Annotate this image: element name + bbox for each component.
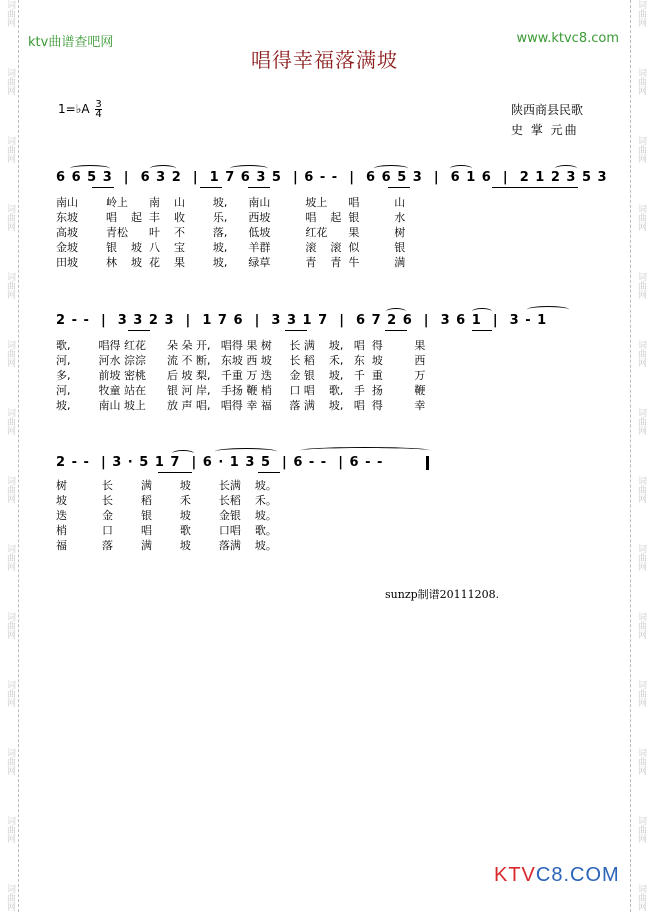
lyric-line: 河, 牧童 站在 银 河 岸, 手扬 鞭 梢 口 唱 歌, 手 扬 鞭 [56, 384, 426, 397]
tie [300, 447, 430, 454]
watermark-text: 词曲网 [5, 680, 15, 707]
underline [472, 330, 492, 331]
lyric-line: 田坡 林 坡 花 果 坡, 绿草 青 青 牛 满 [56, 256, 406, 269]
time-bottom: 4 [95, 109, 102, 120]
watermark-text: 词曲网 [636, 408, 646, 435]
lyric-line: 福 落 满 坡 落满 坡。 [56, 539, 277, 552]
lyric-line: 金坡 银 坡 八 宝 坡, 羊群 滚 滚 似 银 [56, 241, 406, 254]
slur [555, 165, 577, 172]
watermark-text: 词曲网 [636, 204, 646, 231]
watermark-text: 词曲网 [636, 544, 646, 571]
underline [158, 472, 192, 473]
watermark-text: 词曲网 [636, 476, 646, 503]
watermark-text: 词曲网 [5, 136, 15, 163]
logo-right: C8.COM [535, 864, 620, 886]
slur [527, 306, 569, 313]
notes-system-3: 2 - - | 3 · 5 1 7 | 6 · 1 3 5 | 6 - - | 6 - - [56, 455, 384, 470]
site-name-left[interactable]: ktv曲谱查吧网 [28, 35, 114, 50]
key-label: 1=♭A [58, 102, 90, 116]
slur [150, 165, 176, 172]
underline [492, 187, 578, 188]
watermark-text: 词曲网 [636, 0, 646, 27]
underline [285, 330, 307, 331]
slur [450, 165, 472, 172]
watermark-text: 词曲网 [5, 68, 15, 95]
left-watermark-column [0, 0, 19, 912]
underline [128, 330, 150, 331]
lyric-line: 南山 岭上 南 山 坡, 南山 坡上 唱 山 [56, 196, 406, 209]
ktvc8-logo[interactable] [494, 864, 620, 887]
lyric-line: 河, 河水 淙淙 流 不 断, 东坡 西 坡 长 稻 禾, 东 坡 西 [56, 354, 426, 367]
time-top: 3 [95, 99, 102, 110]
slur [215, 448, 277, 455]
watermark-text: 词曲网 [636, 748, 646, 775]
song-origin: 陕西商县民歌 [511, 103, 584, 117]
underline [385, 330, 407, 331]
key-signature [58, 100, 102, 119]
watermark-text: 词曲网 [636, 68, 646, 95]
watermark-text: 词曲网 [5, 204, 15, 231]
watermark-text: 词曲网 [5, 816, 15, 843]
lyric-line: 迭 金 银 坡 金银 坡。 [56, 509, 277, 522]
watermark-text: 词曲网 [636, 816, 646, 843]
underline [258, 472, 280, 473]
final-barline [426, 456, 429, 470]
underline [388, 187, 410, 188]
transcriber-credit: sunzp制谱20111208. [385, 588, 500, 601]
lyric-line: 高坡 青松 叶 不 落, 低坡 红花 果 树 [56, 226, 406, 239]
logo-left: KTV [494, 864, 536, 886]
slur [230, 165, 268, 172]
watermark-text: 词曲网 [5, 272, 15, 299]
lyric-line: 坡, 南山 坡上 放 声 唱, 唱得 幸 福 落 满 坡, 唱 得 幸 [56, 399, 426, 412]
lyric-line: 歌, 唱得 红花 朵 朵 开, 唱得 果 树 长 满 坡, 唱 得 果 [56, 339, 426, 352]
slur [70, 165, 110, 172]
song-title: 唱得幸福落满坡 [251, 48, 398, 72]
watermark-text: 词曲网 [636, 340, 646, 367]
lyric-line: 梢 口 唱 歌 口唱 歌。 [56, 524, 277, 537]
watermark-text: 词曲网 [5, 612, 15, 639]
watermark-text: 词曲网 [5, 0, 15, 27]
watermark-text: 词曲网 [5, 544, 15, 571]
lyric-line: 多, 前坡 密桃 后 坡 梨, 千重 万 迭 金 银 坡, 千 重 万 [56, 369, 426, 382]
underline [92, 187, 114, 188]
watermark-text: 词曲网 [5, 476, 15, 503]
site-url-right[interactable]: www.ktvc8.com [516, 31, 619, 46]
watermark-text: 词曲网 [5, 340, 15, 367]
underline [248, 187, 270, 188]
time-signature [95, 100, 101, 119]
watermark-text: 词曲网 [636, 884, 646, 911]
watermark-text: 词曲网 [636, 680, 646, 707]
slur [374, 165, 408, 172]
right-watermark-column [630, 0, 649, 912]
slur [386, 308, 406, 315]
notes-system-1: 6 6 5 3 | 6 3 2 | 1 7 6 3 5 | 6 - - | 6 6 5 3 | 6 1 6 | 2 1 2 3 5 3 [56, 170, 608, 185]
watermark-text: 词曲网 [636, 272, 646, 299]
slur [172, 450, 194, 457]
lyric-line: 树 长 满 坡 长满 坡。 [56, 479, 277, 492]
watermark-text: 词曲网 [5, 884, 15, 911]
watermark-text: 词曲网 [636, 612, 646, 639]
watermark-text: 词曲网 [636, 136, 646, 163]
lyric-line: 东坡 唱 起 丰 收 乐, 西坡 唱 起 银 水 [56, 211, 406, 224]
composer-credit: 史 掌 元曲 [511, 123, 579, 137]
notes-system-2: 2 - - | 3 3 2 3 | 1 7 6 | 3 3 1 7 | 6 7 2 6 | 3 6 1 | 3 - 1 [56, 313, 548, 328]
watermark-text: 词曲网 [5, 748, 15, 775]
watermark-text: 词曲网 [5, 408, 15, 435]
slur [472, 308, 492, 315]
lyric-line: 坡 长 稻 禾 长稻 禾。 [56, 494, 277, 507]
underline [200, 187, 222, 188]
